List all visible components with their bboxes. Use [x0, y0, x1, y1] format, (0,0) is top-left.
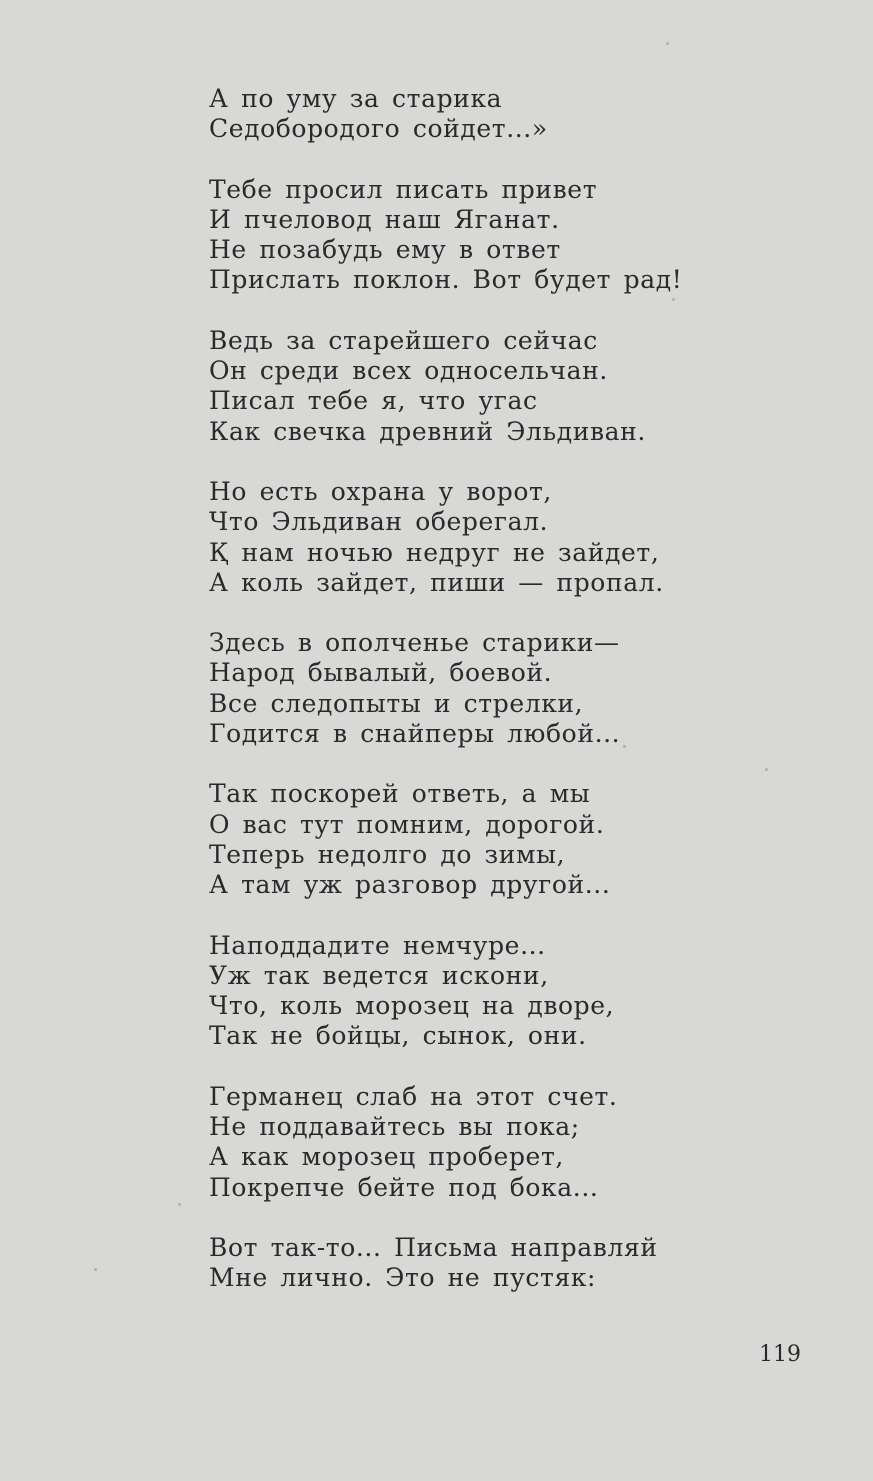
poem-line: Не поддавайтесь вы пока;	[209, 1112, 580, 1142]
stanza	[209, 628, 769, 749]
stanza	[209, 326, 769, 447]
poem-line: И пчеловод наш Яганат.	[209, 204, 560, 234]
page-number: 119	[759, 1342, 801, 1367]
poem-line: Писал тебе я, что угас	[209, 386, 538, 416]
poem-line: Народ бывалый, боевой.	[209, 658, 553, 688]
stanza	[209, 779, 769, 900]
stanza	[209, 931, 769, 1052]
stanza	[209, 175, 769, 296]
poem-line: Ведь за старейшего сейчас	[209, 325, 598, 355]
poem-line: Что Эльдиван оберегал.	[209, 507, 549, 537]
poem-line: Годится в снайперы любой...	[209, 719, 621, 749]
poem-line: Теперь недолго до зимы,	[209, 839, 566, 869]
poem-line: Қ нам ночью недруг не зайдет,	[209, 537, 660, 567]
poem-line: Так не бойцы, сынок, они.	[209, 1021, 587, 1051]
poem-line: Он среди всех односельчан.	[209, 356, 608, 386]
poem-line: А по уму за старика	[209, 84, 503, 113]
paper-speck	[765, 768, 768, 771]
stanza	[209, 1082, 769, 1203]
poem-line: Уж так ведется искони,	[209, 960, 549, 990]
poem-line: Но есть охрана у ворот,	[209, 476, 552, 506]
paper-speck	[623, 745, 626, 748]
poem-line: Здесь в ополченье старики—	[209, 628, 620, 658]
stanza	[209, 477, 769, 598]
poem-line: О вас тут помним, дорогой.	[209, 809, 605, 839]
poem-line: Прислать поклон. Вот будет рад!	[209, 265, 683, 295]
paper-speck	[672, 298, 675, 301]
poem-line: А коль зайдет, пиши — пропал.	[209, 567, 664, 597]
poem-line: Германец слаб на этот счет.	[209, 1081, 618, 1111]
poem-line: Седобородого сойдет...»	[209, 114, 548, 144]
paper-speck	[666, 42, 669, 45]
poem-line: А как морозец проберет,	[209, 1142, 564, 1172]
poem-line: Не позабудь ему в ответ	[209, 235, 561, 265]
poem-line: Как свечка древний Эльдиван.	[209, 416, 646, 446]
stanza	[209, 84, 769, 145]
paper-speck	[94, 1268, 97, 1271]
stanza	[209, 1233, 769, 1294]
poem-line: Тебе просил писать привет	[209, 174, 598, 204]
poem-line: Что, коль морозец на дворе,	[209, 991, 615, 1021]
poem-line: Мне лично. Это не пустяк:	[209, 1263, 597, 1293]
poem-text	[209, 84, 769, 1324]
poem-line: Вот так-то... Письма направляй	[209, 1232, 658, 1262]
poem-line: Так поскорей ответь, а мы	[209, 779, 591, 809]
paper-speck	[178, 1203, 181, 1206]
poem-line: Покрепче бейте под бока...	[209, 1172, 599, 1202]
poem-line: Все следопыты и стрелки,	[209, 688, 584, 718]
poem-line: А там уж разговор другой...	[209, 870, 611, 900]
poem-line: Наподдадите немчуре...	[209, 930, 546, 960]
